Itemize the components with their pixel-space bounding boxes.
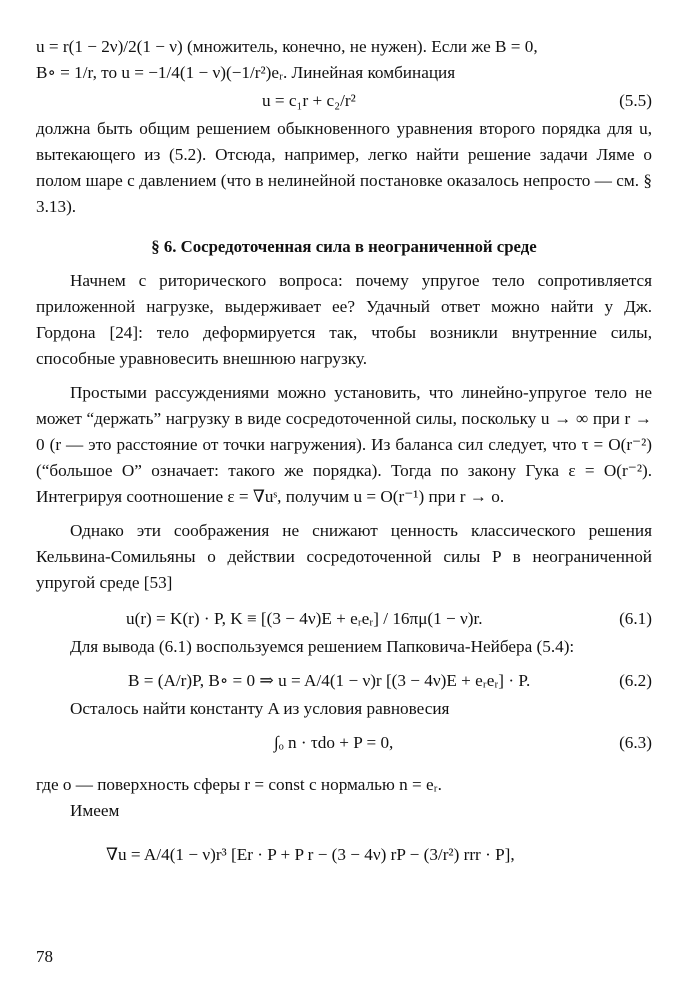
equation-body: B = (A/r)P, B∘ = 0 ⇒ u = A/4(1 − ν)r [(3 − 4ν)E + eᵣeᵣ] · P. bbox=[128, 671, 531, 690]
paragraph-5: Для вывода (6.1) воспользуемся решением Папковича-Нейбера (5.4): bbox=[70, 637, 575, 656]
paragraph-7: где o — поверхность сферы r = const с нормалью n = eᵣ. bbox=[36, 775, 442, 794]
page-number: 78 bbox=[36, 947, 53, 966]
section-heading: § 6. Сосредоточенная сила в неограниченной среде bbox=[151, 237, 537, 256]
equation-body: ∫ₒ n · τdo + P = 0, bbox=[274, 733, 394, 752]
paragraph-8: Имеем bbox=[70, 801, 120, 820]
equation-number: (5.5) bbox=[619, 91, 652, 110]
equation-6-1 bbox=[36, 604, 652, 634]
paragraph-3: Простыми рассуждениями можно установить, что линейно-упругое тело не может “держать” нагрузку в виде сосредоточенной силы, поскольку u → ∞ при r → 0 (r — это расстояние от точки нагружения). Из баланса сил следует, что τ = O(r⁻²) (“большое O” означает: такого же порядка). Тогда по закону Гука ε = O(r⁻²). Интегрируя соотношение ε = ∇uˢ, получим u = O(r⁻¹) при r → o. bbox=[36, 383, 652, 506]
equation-body: u(r) = K(r) · P, K ≡ [(3 − 4ν)E + eᵣeᵣ] / 16πμ(1 − ν)r. bbox=[126, 609, 483, 628]
page-content bbox=[36, 34, 652, 870]
equation-6-3 bbox=[36, 728, 652, 772]
equation-6-2 bbox=[36, 666, 652, 696]
paragraph-4: Однако эти соображения не снижают ценность классического решения Кельвина-Сомильяны о действии сосредоточенной силы P в неограниченной упругой среде [53] bbox=[36, 521, 652, 592]
equation-5-5 bbox=[36, 86, 652, 116]
paragraph-6: Осталось найти константу A из условия равновесия bbox=[70, 699, 450, 718]
equation-body: u = c₁r + c₂/r² bbox=[262, 91, 356, 110]
equation-last bbox=[36, 840, 652, 870]
equation-number: (6.3) bbox=[619, 733, 652, 752]
text-line-1: u = r(1 − 2ν)/2(1 − ν) (множитель, конечно, не нужен). Если же B = 0, bbox=[36, 37, 538, 56]
paragraph-1: должна быть общим решением обыкновенного уравнения второго порядка для u, вытекающего из (5.2). Отсюда, например, легко найти решение задачи Ляме о полом шаре с давлением (что в нелинейной постановке оказалось непросто — см. § 3.13). bbox=[36, 119, 652, 216]
equation-body: ∇u = A/4(1 − ν)r³ [Er · P + P r − (3 − 4ν) rP − (3/r²) rrr · P], bbox=[106, 845, 515, 864]
equation-number: (6.2) bbox=[619, 671, 652, 690]
paragraph-2: Начнем с риторического вопроса: почему упругое тело сопротивляется приложенной нагрузке, выдерживает ее? Удачный ответ можно найти у Дж. Гордона [24]: тело деформируется так, чтобы возникли внутренние силы, способные уравновесить внешнюю нагрузку. bbox=[36, 271, 652, 368]
text-line-2: B∘ = 1/r, то u = −1/4(1 − ν)(−1/r²)eᵣ. Линейная комбинация bbox=[36, 63, 456, 82]
equation-number: (6.1) bbox=[619, 609, 652, 628]
